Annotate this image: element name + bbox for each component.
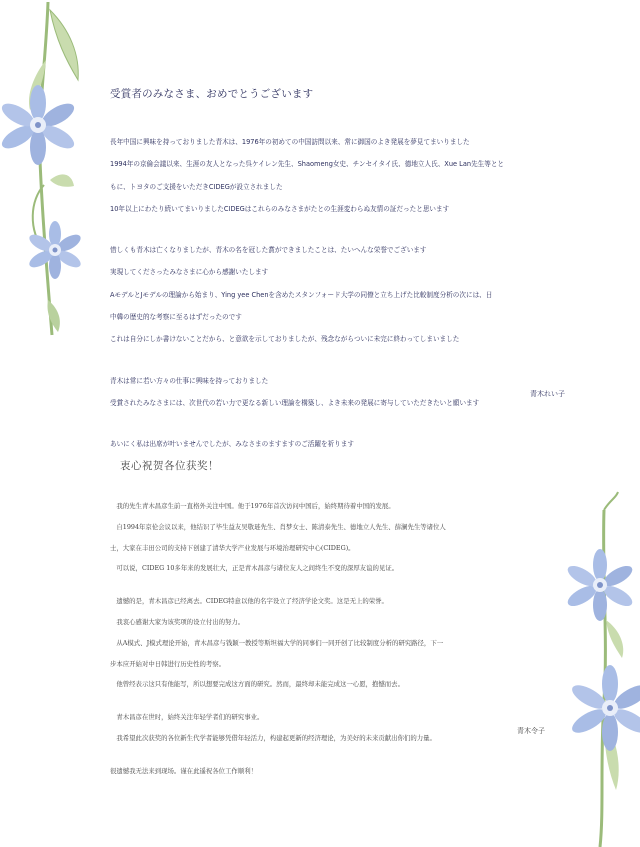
chinese-text-line: 从A模式、J模式理论开始，青木昌彦与钱颖一教授等斯坦福大学的同事们一同开创了比较制度分析的研究路径，下一 — [110, 638, 444, 647]
chinese-paragraph-3 — [110, 704, 550, 746]
japanese-text-line: AモデルとJモデルの理論から始まり、Ying yee Chenを含めたスタンフォード大学の同僚と立ち上げた比較制度分析の次には、日 — [110, 290, 493, 299]
chinese-text-line: 他曾经表示这只有他能写，所以想要完成这方面的研究。然而，最终却未能完成这一心愿，抱憾而去。 — [110, 680, 404, 689]
japanese-paragraph-4 — [110, 431, 570, 453]
japanese-text-line: 青木は常に若い方々の仕事に興味を持っておりました — [110, 376, 269, 385]
japanese-paragraph-1 — [110, 129, 570, 218]
chinese-text-line: 自1994年京伦会议以来，他结识了毕生益友吴敬琏先生、肖梦女士、陈清泰先生、德地立人先生、薛澜先生等诸位人 — [110, 522, 446, 531]
chicory-flower-illustration-right — [560, 490, 640, 847]
chinese-letter-title: 衷心祝贺各位获奖！ — [120, 460, 219, 472]
chinese-paragraph-4 — [110, 758, 550, 779]
japanese-text-line: 長年中国に興味を持っておりました青木は、1976年の初めての中国訪問以来、常に御国のよき発展を夢見てまいりました — [110, 138, 470, 146]
chinese-letter — [110, 458, 550, 791]
chinese-signature: 青木令子 — [517, 727, 545, 735]
japanese-text-line: 受賞されたみなさまには、次世代の若い力で更なる新しい理論を構築し、よき未来の発展に寄与していただきたいと願います — [110, 398, 480, 407]
chinese-text-line: 青木昌彦在世时，始终关注年轻学者们的研究事业。 — [110, 713, 264, 722]
chicory-flower-illustration-left — [0, 0, 110, 340]
chinese-text-line: 士，大家在丰田公司的支持下创建了清华大学产业发展与环境治理研究中心(CIDEG)。 — [110, 543, 355, 552]
chinese-text-line: 遗憾的是，青木昌彦已经离去。CIDEG特意以他的名字设立了经济学论文奖。这是无上的荣誉。 — [110, 597, 388, 606]
japanese-letter — [110, 86, 570, 473]
japanese-text-line: もに、トヨタのご支援をいただきCIDEGが設立されました — [110, 182, 283, 191]
chinese-text-line: 我希望此次获奖的各位新生代学者能够凭借年轻活力，构建起更新的经济理论，为美好的未来贡献出你们的力量。 — [110, 733, 436, 742]
japanese-text-line: 10年以上にわたり続いてまいりましたCIDEGはこれらのみなさまがたとの生涯変わらぬ友情の証だったと思います — [110, 204, 450, 213]
japanese-text-line: 惜しくも青木は亡くなりましたが、青木の名を冠した賞ができましたことは、たいへんな栄誉でございます — [110, 246, 427, 255]
chinese-text-line: 我的先生青木昌彦生前一直格外关注中国。他于1976年首次访问中国后，始终期待着中国的发展。 — [110, 502, 395, 510]
japanese-signature: 青木れい子 — [530, 390, 565, 398]
chinese-paragraph-1 — [110, 493, 550, 576]
japanese-letter-title: 受賞者のみなさま、おめでとうございます — [110, 88, 314, 100]
chinese-text-line: 很遗憾我无法来到现场。谨在此遥祝各位工作顺利！ — [110, 766, 257, 775]
japanese-text-line: 中韓の歴史的な考察に至るはずだったのです — [110, 313, 242, 322]
japanese-text-line: 1994年の京倫会議以来、生涯の友人となった呉ケイレン先生、Shaomeng女史、チンセイタイ氏、德地立人氏、Xue Lan先生等とと — [110, 160, 505, 169]
japanese-text-line: 実現してくださったみなさまに心から感謝いたします — [110, 268, 269, 277]
japanese-text-line: これは自分にしか書けないことだから、と意欲を示しておりましたが、残念ながらついに未完に終わってしまいました — [110, 335, 460, 344]
chinese-text-line: 我衷心感谢大家为该奖项的设立付出的努力。 — [110, 617, 245, 626]
chinese-text-line: 可以说，CIDEG 10多年来的发展壮大，正是青木昌彦与诸位友人之间终生不变的深厚友谊的见证。 — [110, 564, 399, 573]
japanese-paragraph-2 — [110, 237, 570, 348]
chinese-paragraph-2 — [110, 588, 550, 692]
japanese-text-line: あいにく私は出席が叶いませんでしたが、みなさまのますますのご活躍を祈ります — [110, 440, 354, 449]
chinese-text-line: 步本应开始对中日韩进行历史性的考察。 — [110, 659, 226, 668]
